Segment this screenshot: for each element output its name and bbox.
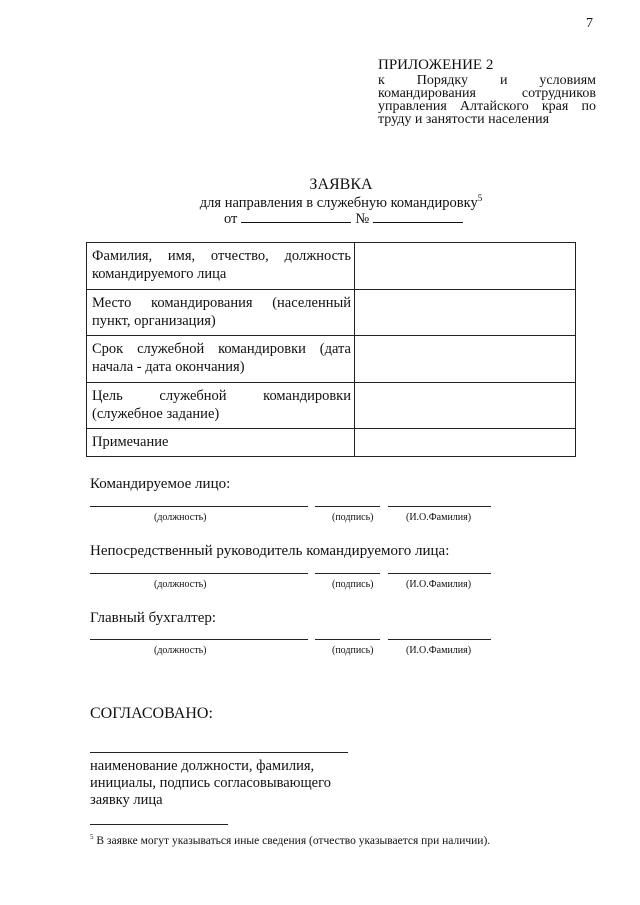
row-value-field[interactable] <box>355 290 576 336</box>
footnote-ref: 5 <box>477 193 483 203</box>
row-label: Примечание <box>87 429 355 457</box>
subtitle-text: для направления в служебную командировку <box>199 194 478 211</box>
from-label: от <box>224 211 238 227</box>
footnote <box>90 833 490 847</box>
document-title: ЗАЯВКА <box>309 176 373 193</box>
position-caption: (должность) <box>154 645 207 656</box>
position-line[interactable] <box>90 506 308 507</box>
position-caption: (должность) <box>154 512 207 523</box>
page-number: 7 <box>586 16 593 31</box>
signature-line[interactable] <box>315 573 380 574</box>
number-label: № <box>355 211 370 227</box>
signature-label-supervisor: Непосредственный руководитель командируемого лица: <box>90 543 450 559</box>
signature-caption: (подпись) <box>332 579 374 590</box>
row-label: Срок служебной командировки (дата начала - дата окончания) <box>87 336 355 383</box>
agreed-caption: наименование должности, фамилия, инициалы, подпись согласовывающего заявку лица <box>90 758 331 808</box>
footnote-text: В заявке могут указываться иные сведения (отчество указывается при наличии). <box>93 834 491 847</box>
signature-line[interactable] <box>315 506 380 507</box>
position-line[interactable] <box>90 639 308 640</box>
appendix-title: ПРИЛОЖЕНИЕ 2 <box>378 57 494 73</box>
date-number-line <box>224 211 463 228</box>
table-row <box>87 383 576 429</box>
name-line[interactable] <box>388 639 491 640</box>
row-label: Место командирования (населенный пункт, организация) <box>87 290 355 336</box>
table-row <box>87 290 576 336</box>
name-caption: (И.О.Фамилия) <box>406 645 472 656</box>
row-value-field[interactable] <box>355 336 576 383</box>
position-caption: (должность) <box>154 579 207 590</box>
name-caption: (И.О.Фамилия) <box>406 512 472 523</box>
document-subtitle <box>0 193 640 212</box>
row-value-field[interactable] <box>355 383 576 429</box>
row-value-field[interactable] <box>355 429 576 457</box>
table-row <box>87 429 576 457</box>
signature-label-traveler: Командируемое лицо: <box>90 476 231 492</box>
agreed-title: СОГЛАСОВАНО: <box>90 705 213 722</box>
position-line[interactable] <box>90 573 308 574</box>
row-value-field[interactable] <box>355 243 576 290</box>
number-blank[interactable] <box>373 211 463 223</box>
row-label: Цель служебной командировки (служебное задание) <box>87 383 355 429</box>
signature-caption: (подпись) <box>332 512 374 523</box>
signature-caption: (подпись) <box>332 645 374 656</box>
date-blank[interactable] <box>241 211 351 223</box>
signature-line[interactable] <box>315 639 380 640</box>
agreed-signature-line[interactable] <box>90 752 348 753</box>
signature-label-accountant: Главный бухгалтер: <box>90 610 217 626</box>
footnote-separator <box>90 824 228 825</box>
name-caption: (И.О.Фамилия) <box>406 579 472 590</box>
name-line[interactable] <box>388 573 491 574</box>
name-line[interactable] <box>388 506 491 507</box>
footnote-marker: 5 <box>90 833 94 841</box>
row-label: Фамилия, имя, отчество, должность командируемого лица <box>87 243 355 290</box>
application-form-table <box>86 242 576 457</box>
table-row <box>87 336 576 383</box>
appendix-text: к Порядку и условиям командирования сотрудников управления Алтайского края по труду и занятости населения <box>378 73 596 127</box>
table-row <box>87 243 576 290</box>
appendix-header <box>378 59 596 126</box>
